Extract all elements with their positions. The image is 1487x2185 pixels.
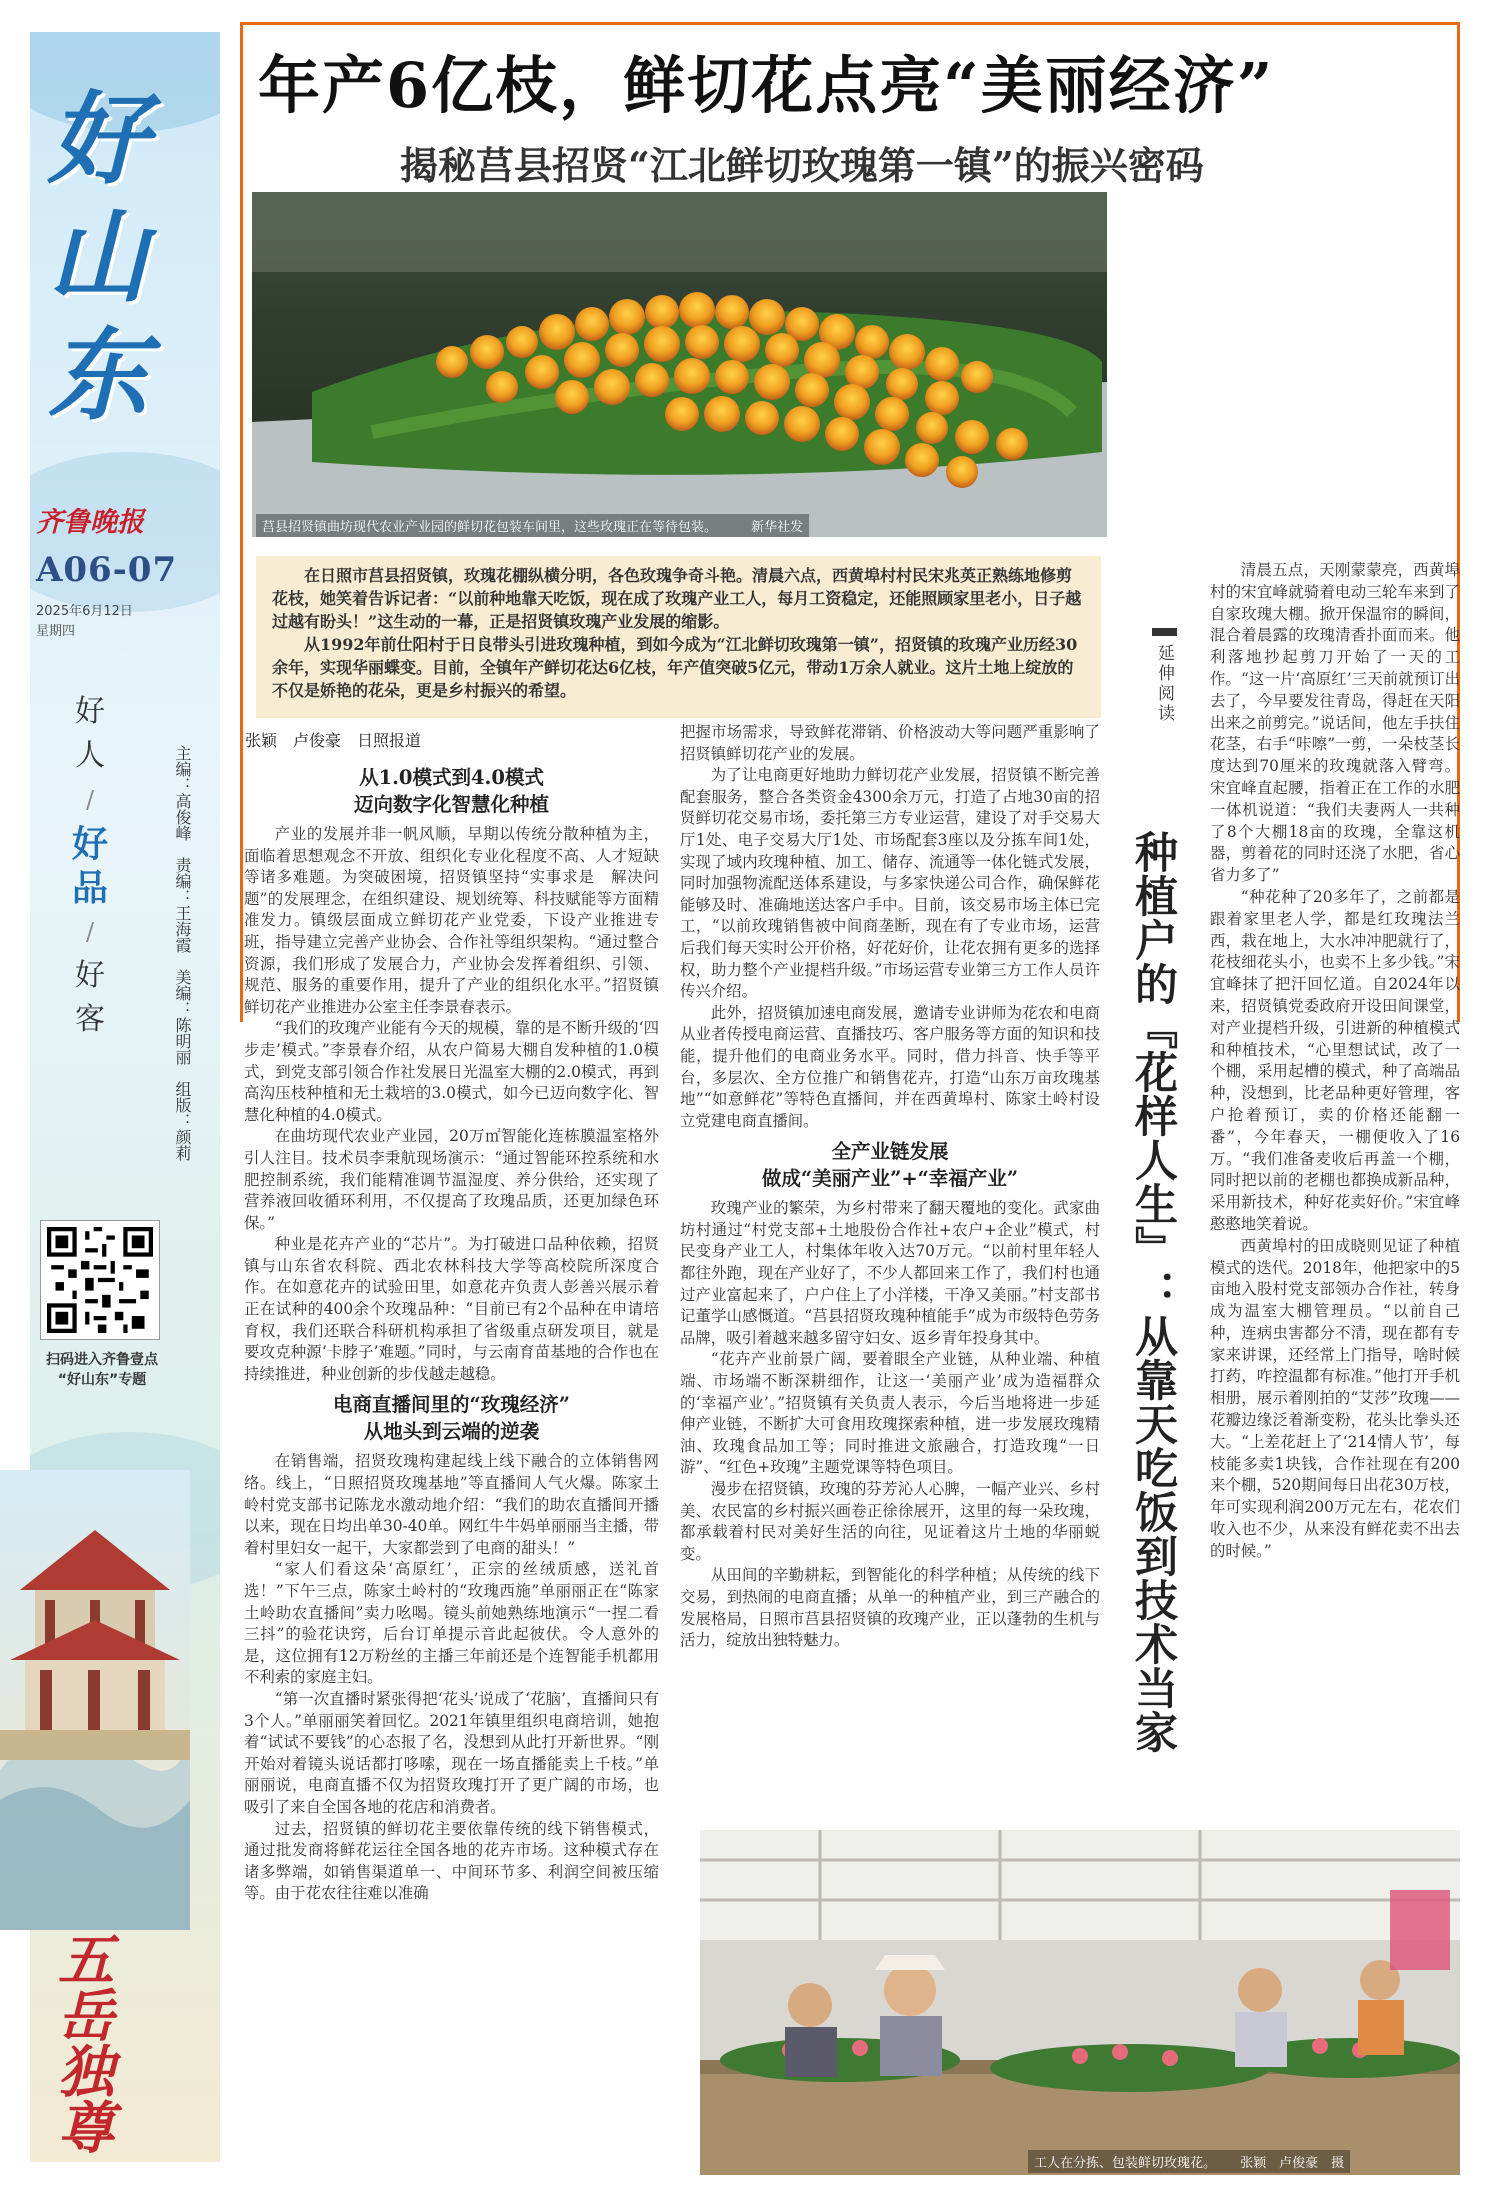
qr-code-icon: [47, 1227, 153, 1333]
article-paragraph: “家人们看这朵‘高原红’，正宗的丝绒质感，送礼首选！”下午三点，陈家土岭村的“玫瑰西施”单丽丽正在“陈家土岭助农直播间”卖力吆喝。镜头前她熟练地演示“一捏二看三抖”的验花诀窍，后台订单提示音此起彼伏。令人意外的是，这位拥有12万粉丝的主播三年前还是个连智能手机都用不利索的家庭主妇。: [244, 1560, 659, 1687]
sidebar-paragraph: “种花种了20多年了，之前都是跟着家里老人学，都是红玫瑰法兰西，栽在地上，大水冲冲肥就行了，花枝细花头小，也卖不上多少钱。”宋宜峰抹了把汗回忆道。自2024年以来，招贤镇党委政府开设田间课堂，对产业提档升级，引进新的种植模式和种植技术，“心里想试试，改了一个棚，采用起槽的模式，种了高端品种，没想到，比老品种更好管理，客户抢着预订，卖的价格还能翻一番”，今年春天，一棚便收入了16万。“我们准备麦收后再盖一个棚，同时把以前的老棚也都换成新品种，采用新技术，种好花卖好价。”宋宜峰憨憨地笑着说。: [1210, 887, 1460, 1233]
article-paragraph: 此外，招贤镇加速电商发展，邀请专业讲师为花农和电商从业者传授电商运营、直播技巧、客户服务等方面的知识和技能，提升他们的电商业务水平。同时，借力抖音、快手等平台，多层次、全方位推广和销售花卉，打造“山东万亩玫瑰基地”“如意鲜花”等特色直播间，并在西黄埠村、陈家土岭村设立党建电商直播间。: [680, 1003, 1100, 1130]
intro-paragraph: 在日照市莒县招贤镇，玫瑰花棚纵横分明，各色玫瑰争奇斗艳。清晨六点，西黄埠村村民宋兆英正熟练地修剪花枝，她笑着告诉记者：“以前种地靠天吃饭，现在成了玫瑰产业工人，每月工资稳定，还能照顾家里老小，日子越过越有盼头！”这生动的一幕，正是招贤镇玫瑰产业发展的缩影。: [272, 566, 1082, 631]
slogan-char: 好: [75, 694, 105, 729]
sidebar-paragraph: 西黄埠村的田成晓则见证了种植模式的迭代。2018年，他把家中的5亩地入股村党支部领办合作社，转身成为温室大棚管理员。“以前自己种，连病虫害都分不清，现在都有专家来讲课，还经常上门指导，啥时候打药，咋控温都有标准。”他打开手机相册，展示着刚拍的“艾莎”玫瑰——花瓣边缘泛着渐变粉，花头比拳头还大。“上差花赶上了‘214情人节’，每枝能多卖1块钱，合作社现在有200来个棚，520期间每日出花30万枝，年可实现利润200万元左右，花农们收入也不少，从来没有鲜花卖不出去的时候。”: [1210, 1236, 1460, 1560]
section-title-line: 迈向数字化智慧化种植: [353, 793, 549, 816]
article-paragraph: “花卉产业前景广阔，要着眼全产业链，从种业端、种植端、市场端不断深耕细作，让这一‘美丽产业’成为造福群众的‘幸福产业’。”招贤镇有关负责人表示，今后当地将进一步延伸产业链，不断扩大可食用玫瑰探索种植，进一步发展玫瑰精油、玫瑰食品加工等；同时推进文旅融合，打造玫瑰“一日游”、“红色+玫瑰”主题党课等特色项目。: [680, 1350, 1100, 1477]
article-paragraph: 把握市场需求，导致鲜花滞销、价格波动大等问题严重影响了招贤镇鲜切花产业的发展。: [680, 723, 1100, 763]
article-paragraph: 玫瑰产业的繁荣，为乡村带来了翻天覆地的变化。武家曲坊村通过“村党支部+土地股份合作社+农户+企业”模式，村民变身产业工人，村集体年收入达70万元。“以前村里年轻人都往外跑，现在产业好了，不少人都回来工作了，我们村也通过产业富起来了，户户住上了小洋楼，干净又美丽。”村支部书记董学山感慨道。“莒县招贤玫瑰种植能手”成为市级特色劳务品牌，吸引着越来越多留守妇女、返乡青年投身其中。: [680, 1199, 1100, 1347]
article-paragraph: 产业的发展并非一帆风顺，早期以传统分散种植为主，面临着思想观念不开放、组织化专业化程度不高、人才短缺等诸多难题。为突破困境，招贤镇坚持“实事求是 解决问题”的发展理念，在组织建设、规划统筹、科技赋能等方面精准发力。镇级层面成立鲜切花产业党委，下设产业推进专班，指导建立完善产业协会、合作社等组织架构。“通过整合资源，我们形成了发展合力，产业协会发挥着组织、引领、规范、服务的重要作用，提升了产业的组织化水平。”招贤镇鲜切花产业推进办公室主任李景春表示。: [244, 825, 659, 1016]
sub-headline: 揭秘莒县招贤“江北鲜切玫瑰第一镇”的振兴密码: [400, 143, 1204, 188]
slogan-char: 好: [75, 958, 105, 993]
article-paragraph: 种业是花卉产业的“芯片”。为打破进口品种依赖，招贤镇与山东省农科院、西北农林科技大学等高校院所深度合作。在如意花卉的试验田里，如意花卉负责人彭善兴展示着正在试种的400余个玫瑰品种：“目前已有2个品种在申请培育权，我们还联合科研机构承担了省级重点研发项目，就是要攻克种源‘卡脖子’难题。”同时，与云南育苗基地的合作也在持续推进，种业创新的步伐越走越稳。: [244, 1235, 659, 1383]
article-paragraph: 为了让电商更好地助力鲜切花产业发展，招贤镇不断完善配套服务，整合各类资金4300余万元，打造了占地30亩的招贤鲜切花交易市场，委托第三方专业运营，建设了对手交易大厅1处、电子交易大厅1处、市场配套3座以及分拣车间1处，实现了域内玫瑰种植、加工、储存、流通等一体化链式发展，同时加强物流配送体系建设，与多家快递公司合作，确保鲜花能够及时、准确地送达客户手中。目前，该交易市场主体已完工，“以前玫瑰销售被中间商垄断，现在有了专业市场，运营后我们每天实时公开价格，好花好价，让花农拥有更多的选择权，助力整个产业提档升级。”市场运营专业第三方工作人员许传兴介绍。: [680, 766, 1100, 1001]
slogan-char: 客: [75, 1002, 105, 1037]
photo2-caption-text: 工人在分拣、包装鲜切玫瑰花。: [1034, 2156, 1217, 2171]
article-paragraph: “我们的玫瑰产业能有今天的规模，靠的是不断升级的‘四步走’模式。”李景春介绍，从农户简易大棚自发种植的1.0模式，到党支部引领合作社发展日光温室大棚的2.0模式，再到高沟压枝种植和无土栽培的3.0模式，如今已迈向数字化、智慧化种植的4.0模式。: [244, 1019, 659, 1124]
section-title: [244, 764, 659, 818]
article-paragraph: 从田间的辛勤耕耘，到智能化的科学种植；从传统的线下交易，到热闹的电商直播；从单一的种植产业，到三产融合的发展格局，日照市莒县招贤镇的玫瑰产业，正以蓬勃的生机与活力，绽放出独特魅力。: [680, 1566, 1100, 1650]
article-paragraph: 在销售端，招贤玫瑰构建起线上线下融合的立体销售网络。线上，“日照招贤玫瑰基地”等直播间人气火爆。陈家土岭村党支部书记陈龙水激动地介绍：“我们的助农直播间开播以来，现在日均出单30-40单。网红牛牛妈单丽丽当主播，带着村里妇女一起干，大家都尝到了电商的甜头！”: [244, 1452, 659, 1557]
pavilion-illustration: [0, 1470, 190, 1930]
rose-packaging-photo: [252, 192, 1107, 537]
sidebar-column: [1210, 560, 1460, 1780]
photo1-credit: 新华社发: [751, 520, 804, 535]
sidebar-title: 种植户的『花样人生』：从靠天吃饭到技术当家: [1128, 830, 1178, 1754]
qr-code[interactable]: [40, 1220, 160, 1340]
newspaper-logo: 齐鲁晚报: [36, 507, 144, 538]
article-column-2: [680, 722, 1100, 1822]
photo1-caption-text: 莒县招贤镇曲坊现代农业产业园的鲜切花包装车间里，这些玫瑰正在等待包装。: [262, 520, 718, 535]
photo2-caption: [1028, 2150, 1350, 2173]
section-title-line: 电商直播间里的“玫瑰经济”: [333, 1393, 570, 1417]
article-paragraph: “第一次直播时紧张得把‘花头’说成了‘花脑’，直播间只有3个人。”单丽丽笑着回忆。2021年镇里组织电商培训，她抱着“试试不要钱”的心态报了名，没想到从此打开新世界。“刚开始对着镜头说话都打哆嗦，现在一场直播能卖上千枝。”单丽丽说，电商直播不仅为招贤玫瑰打开了更广阔的市场，也吸引了来自全国各地的花店和消费者。: [244, 1689, 659, 1816]
section-slogan: [60, 690, 120, 1042]
article-paragraph: 过去，招贤镇的鲜切花主要依靠传统的线下销售模式，通过批发商将鲜花运往全国各地的花卉市场。这种模式存在诸多弊端，如销售渠道单一、中间环节多、利润空间被压缩等。由于花农往往难以准确: [244, 1819, 659, 1903]
slogan-char-highlight: 品: [71, 867, 108, 909]
publish-date: 2025年6月12日: [36, 604, 133, 619]
article-paragraph: 在曲坊现代农业产业园，20万㎡智能化连栋膜温室格外引人注目。技术员李秉航现场演示：“通过智能环控系统和水肥控制系统，我们能精准调节温湿度、养分供给，还实现了营养液回收循环利用，不仅提高了玫瑰品质，还更加绿色环保。”: [244, 1127, 659, 1232]
rose-photo-illustration: [252, 192, 1107, 537]
qr-caption: [32, 1350, 172, 1390]
seal-calligraphy: 五岳独尊: [49, 1930, 115, 2154]
section-title-line: 做成“美丽产业”+“幸福产业”: [761, 1167, 1019, 1191]
sidebar-paragraph: 清晨五点，天刚蒙蒙亮，西黄埠村的宋宜峰就骑着电动三轮车来到了自家玫瑰大棚。掀开保温帘的瞬间，混合着晨露的玫瑰清香扑面而来。他利落地抄起剪刀开始了一天的工作。“这一片‘高原红’三天前就预订出去了，今早要发往青岛，得赶在天阳出来之前剪完。”说话间，他左手扶住花茎，右手“咔嚓”一剪，一朵枝茎长度达到70厘米的玫瑰就落入臂弯。宋宜峰直起腰，指着正在工作的水肥一体机说道：“我们夫妻两人一共种了8个大棚18亩的玫瑰，全靠这机器，剪着花的同时还浇了水肥，省心省力多了”: [1210, 561, 1460, 885]
photo2-credit: 张颖 卢俊豪 摄: [1240, 2156, 1345, 2171]
section-brand-title: 好山东: [48, 80, 148, 434]
photo1-caption: [256, 514, 809, 537]
qr-caption-line: “好山东”专题: [57, 1372, 147, 1388]
slogan-char: 人: [75, 738, 105, 773]
slogan-sep: /: [85, 786, 95, 814]
intro-box: [256, 556, 1101, 718]
section-title: [680, 1138, 1100, 1192]
main-headline: 年产6亿枝，鲜切花点亮“美丽经济”: [258, 49, 1275, 122]
intro-paragraph: 从1992年前仕阳村于日良带头引进玫瑰种植，到如今成为“江北鲜切玫瑰第一镇”，招贤镇的玫瑰产业历经30余年，实现华丽蝶变。目前，全镇年产鲜切花达6亿枝，年产值突破5亿元，带动1万余人就业。这片土地上绽放的不仅是娇艳的花朵，更是乡村振兴的希望。: [272, 635, 1078, 700]
slogan-char-highlight: 好: [71, 823, 108, 865]
qr-caption-line: 扫码进入齐鲁壹点: [46, 1352, 158, 1368]
workers-photo-illustration: [700, 1830, 1460, 2175]
article-column-1: [244, 758, 659, 2178]
article-paragraph: 漫步在招贤镇，玫瑰的芬芳沁人心脾，一幅产业兴、乡村美、农民富的乡村振兴画卷正徐徐展开，这里的每一朵玫瑰，都承载着村民对美好生活的向往，见证着这片土地的华丽蜕变。: [680, 1480, 1100, 1563]
page-number: A06-07: [36, 550, 178, 590]
publish-weekday: 星期四: [36, 624, 76, 639]
byline: 张颖 卢俊豪 日照报道: [245, 731, 422, 750]
section-title-line: 从地头到云端的逆袭: [363, 1420, 540, 1444]
section-title-line: 全产业链发展: [831, 1140, 949, 1164]
section-title-line: 从1.0模式到4.0模式: [359, 766, 544, 789]
slogan-sep: /: [85, 918, 95, 946]
workers-sorting-photo: [700, 1830, 1460, 2175]
editor-credits: 主编：高俊峰 责编：王海霞 美编：陈明丽 组版：颜莉: [173, 745, 192, 1161]
extended-reading-label: 延伸阅读: [1152, 628, 1177, 724]
section-title: [244, 1391, 659, 1445]
